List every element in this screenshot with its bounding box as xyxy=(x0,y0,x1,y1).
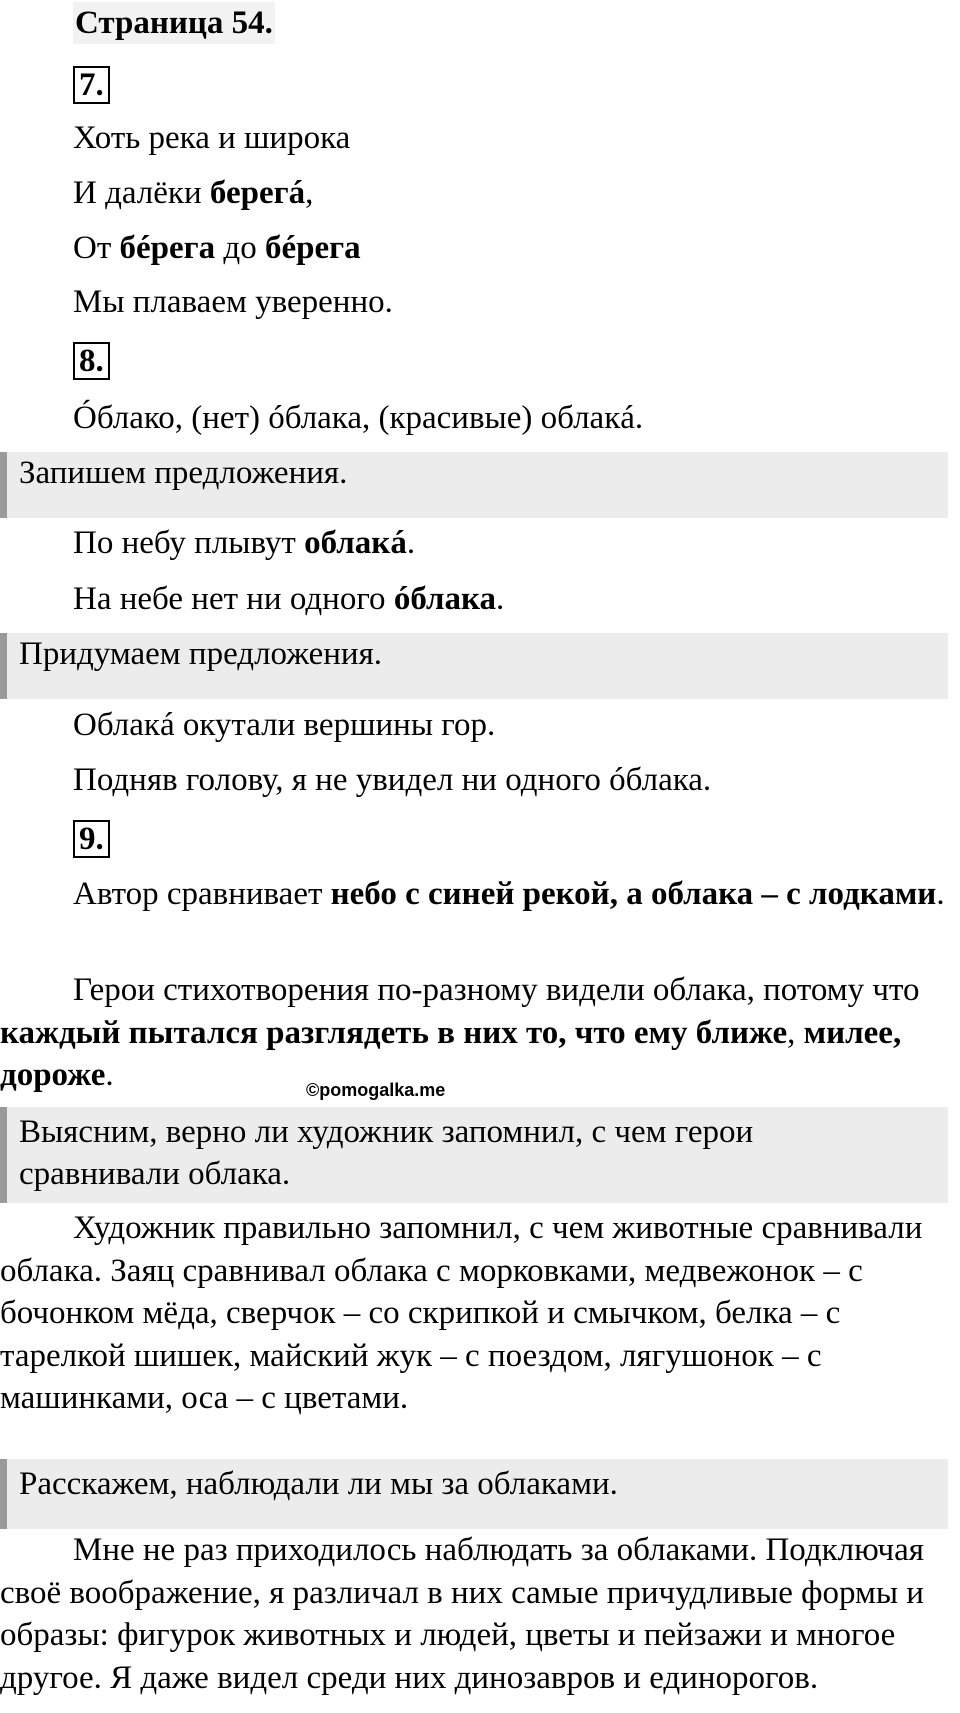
bold-text: каждый пытался разглядеть в них то, что ему ближе xyxy=(0,1014,788,1051)
sentence-2 xyxy=(73,578,504,620)
task-note: Придумаем предложения. xyxy=(0,633,948,699)
text: до xyxy=(215,230,265,266)
poem-line-1 xyxy=(73,117,350,159)
text: , xyxy=(787,1014,804,1051)
text: Мы плаваем уверенно. xyxy=(73,284,393,320)
text: И далёки xyxy=(73,175,210,211)
sentence-4: Подняв голову, я не увидел ни одного óблака. xyxy=(73,762,712,798)
text: . xyxy=(105,1057,114,1093)
answer-paragraph-3: Художник правильно запомнил, с чем животные сравнивали облака. Заяц сравнивал облака с морковками, медвежонок – с бочонком мёда, сверчок – со скрипкой и смычком, белка – с тарелкой шишек, майский жук – с поездом, лягушонок – с машинками, оса – с цветами. xyxy=(0,1210,923,1416)
text: По небу плывут xyxy=(73,525,305,561)
exercise-number-7: 7. xyxy=(73,66,110,104)
answer-paragraph-2 xyxy=(0,969,960,1097)
text: , xyxy=(305,175,314,211)
exercise-number-9: 9. xyxy=(73,820,110,858)
text: На небе нет ни одного xyxy=(73,581,394,617)
text: . xyxy=(406,525,416,561)
bold-word: бéрега xyxy=(119,230,216,266)
bold-word: óблака xyxy=(393,581,497,617)
text: От xyxy=(73,230,120,266)
text: . xyxy=(936,876,945,912)
text: Автор сравнивает xyxy=(73,876,331,912)
poem-line-2 xyxy=(73,172,313,214)
exercise-number-8: 8. xyxy=(73,342,110,380)
word-forms: Óблако, (нет) óблака, (красивые) облакá. xyxy=(73,400,644,436)
poem-line-4 xyxy=(73,281,393,323)
sentence-1 xyxy=(73,522,415,564)
task-note: Выясним, верно ли художник запомнил, с чем герои сравнивали облака. xyxy=(0,1107,948,1203)
text: Хоть река и широка xyxy=(73,120,351,156)
bold-text: небо с синей рекой, а облака – с лодками xyxy=(330,876,937,912)
watermark: ©pomogalka.me xyxy=(306,1080,446,1100)
poem-line-3 xyxy=(73,227,361,269)
answer-paragraph-1 xyxy=(0,873,960,916)
answer-paragraph-4: Мне не раз приходилось наблюдать за облаками. Подключая своё воображение, я различал в них самые причудливые формы и образы: фигурок животных и людей, цветы и пейзажи и многое другое. Я даже видел среди них динозавров и единорогов. xyxy=(0,1532,924,1696)
bold-word: берегá xyxy=(209,175,306,211)
task-note: Расскажем, наблюдали ли мы за облаками. xyxy=(0,1459,948,1529)
sentence-3: Облакá окутали вершины гор. xyxy=(73,707,496,743)
bold-text: милее, дороже xyxy=(0,1014,902,1093)
bold-word: облакá xyxy=(304,525,407,561)
text: Герои стихотворения по-разному видели облака, потому что xyxy=(73,972,920,1008)
page-title: Страница 54. xyxy=(73,2,275,44)
text: . xyxy=(496,581,505,617)
bold-word: бéрега xyxy=(264,230,361,266)
task-note: Запишем предложения. xyxy=(0,452,948,518)
